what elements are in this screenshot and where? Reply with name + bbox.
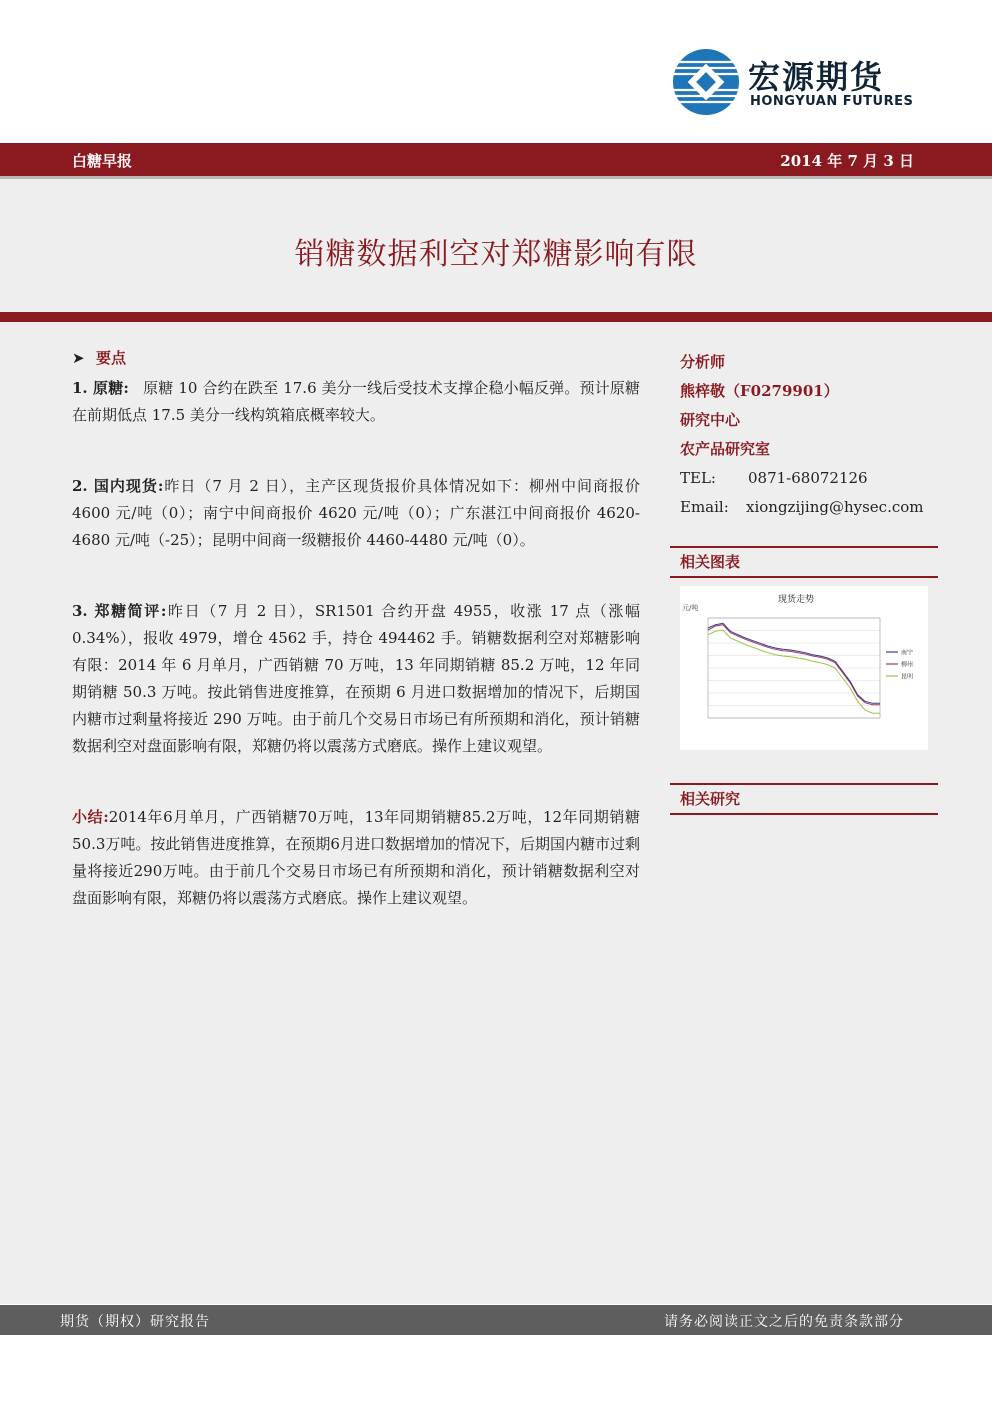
item1-text: 原糖 10 合约在跌至 17.6 美分一线后受技术支撑企稳小幅反弹。预计原糖在前期低点 17.5 美分一线构筑箱底概率较大。 bbox=[72, 379, 640, 424]
summary-text: 2014年6月单月，广西销糖70万吨，13年同期销糖85.2万吨，12年同期销糖50.3万吨。按此销售进度推算，在预期6月进口数据增加的情况下，后期国内糖市过剩量将接近290万吨。由于前几个交易日市场已有所预期和消化，预计销糖数据利空对盘面影响有限，郑糖仍将以震荡方式磨底。操作上建议观望。 bbox=[72, 808, 640, 907]
item1-label: 1. 原糖: bbox=[72, 379, 129, 397]
email-row bbox=[680, 493, 938, 522]
footer-left: 期货（期权）研究报告 bbox=[60, 1314, 210, 1330]
email-value[interactable]: xiongzijing@hysec.com bbox=[746, 498, 924, 516]
chart-legend-label: 昆明 bbox=[901, 673, 914, 681]
chart-svg bbox=[680, 586, 928, 750]
bullet-arrow-icon: ➤ bbox=[72, 349, 85, 367]
summary bbox=[72, 804, 640, 912]
item-zhengzhou-sugar bbox=[72, 598, 640, 760]
related-charts-heading: 相关图表 bbox=[680, 553, 741, 571]
related-research-heading: 相关研究 bbox=[680, 790, 741, 808]
logo-name-en: HONGYUAN FUTURES bbox=[750, 94, 914, 109]
logo-globe-icon bbox=[672, 48, 740, 116]
tel-value: 0871-68072126 bbox=[748, 469, 868, 487]
main-column bbox=[72, 345, 640, 912]
analyst-name: 熊梓敬（F0279901） bbox=[680, 382, 839, 400]
related-charts-header bbox=[670, 546, 938, 578]
keypoints-heading: 要点 bbox=[96, 349, 127, 367]
report-date: 2014 年 7 月 3 日 bbox=[780, 152, 914, 170]
chart-ylabel: 元/吨 bbox=[682, 604, 699, 612]
logo-name-cn: 宏源期货 bbox=[748, 58, 885, 96]
email-label: Email: bbox=[680, 498, 729, 516]
chart-legend-label: 南宁 bbox=[901, 649, 914, 657]
office: 农产品研究室 bbox=[680, 440, 771, 458]
page-title: 销糖数据利空对郑糖影响有限 bbox=[294, 237, 698, 272]
summary-label: 小结: bbox=[72, 808, 109, 826]
report-type: 白糖早报 bbox=[72, 152, 133, 170]
department: 研究中心 bbox=[680, 411, 741, 429]
side-column bbox=[680, 348, 938, 522]
footer-disclaimer: 请务必阅读正文之后的免责条款部分 bbox=[664, 1314, 904, 1330]
spot-price-chart bbox=[680, 586, 928, 750]
header-bar bbox=[0, 143, 992, 176]
item-raw-sugar bbox=[72, 375, 640, 429]
tel-row bbox=[680, 464, 938, 493]
analyst-label: 分析师 bbox=[680, 353, 726, 371]
footer-bar bbox=[0, 1305, 992, 1335]
item3-text: 昨日（7 月 2 日），SR1501 合约开盘 4955，收涨 17 点（涨幅 0.34%），报收 4979，增仓 4562 手，持仓 494462 手。销糖数据利空对郑糖影响有限：2014 年 6 月单月，广西销糖 70 万吨，13 年同期销糖 85.2 万吨，12 年同期销糖 50.3 万吨。按此销售进度推算，在预期 6 月进口数据增加的情况下，后期国内糖市过剩量将接近 290 万吨。由于前几个交易日市场已有所预期和消化，预计销糖数据利空对盘面影响有限，郑糖仍将以震荡方式磨底。操作上建议观望。 bbox=[72, 602, 640, 755]
chart-legend-label: 柳州 bbox=[901, 661, 914, 669]
chart-series-line-3 bbox=[708, 630, 880, 713]
item2-text: 昨日（7 月 2 日），主产区现货报价具体情况如下：柳州中间商报价 4600 元/吨（0）；南宁中间商报价 4620 元/吨（0）；广东湛江中间商报价 4620-4680 元/吨（-25）；昆明中间商一级糖报价 4460-4480 元/吨（0）。 bbox=[72, 477, 640, 549]
chart-series-line-1 bbox=[708, 623, 880, 703]
tel-label: TEL: bbox=[680, 469, 716, 487]
item-domestic-spot bbox=[72, 473, 640, 554]
chart-title: 现货走势 bbox=[777, 595, 815, 605]
item2-label: 2. 国内现货: bbox=[72, 477, 164, 495]
related-research-header bbox=[670, 783, 938, 815]
company-logo bbox=[672, 48, 922, 118]
item3-label: 3. 郑糖简评: bbox=[72, 602, 167, 620]
title-divider bbox=[0, 312, 992, 322]
